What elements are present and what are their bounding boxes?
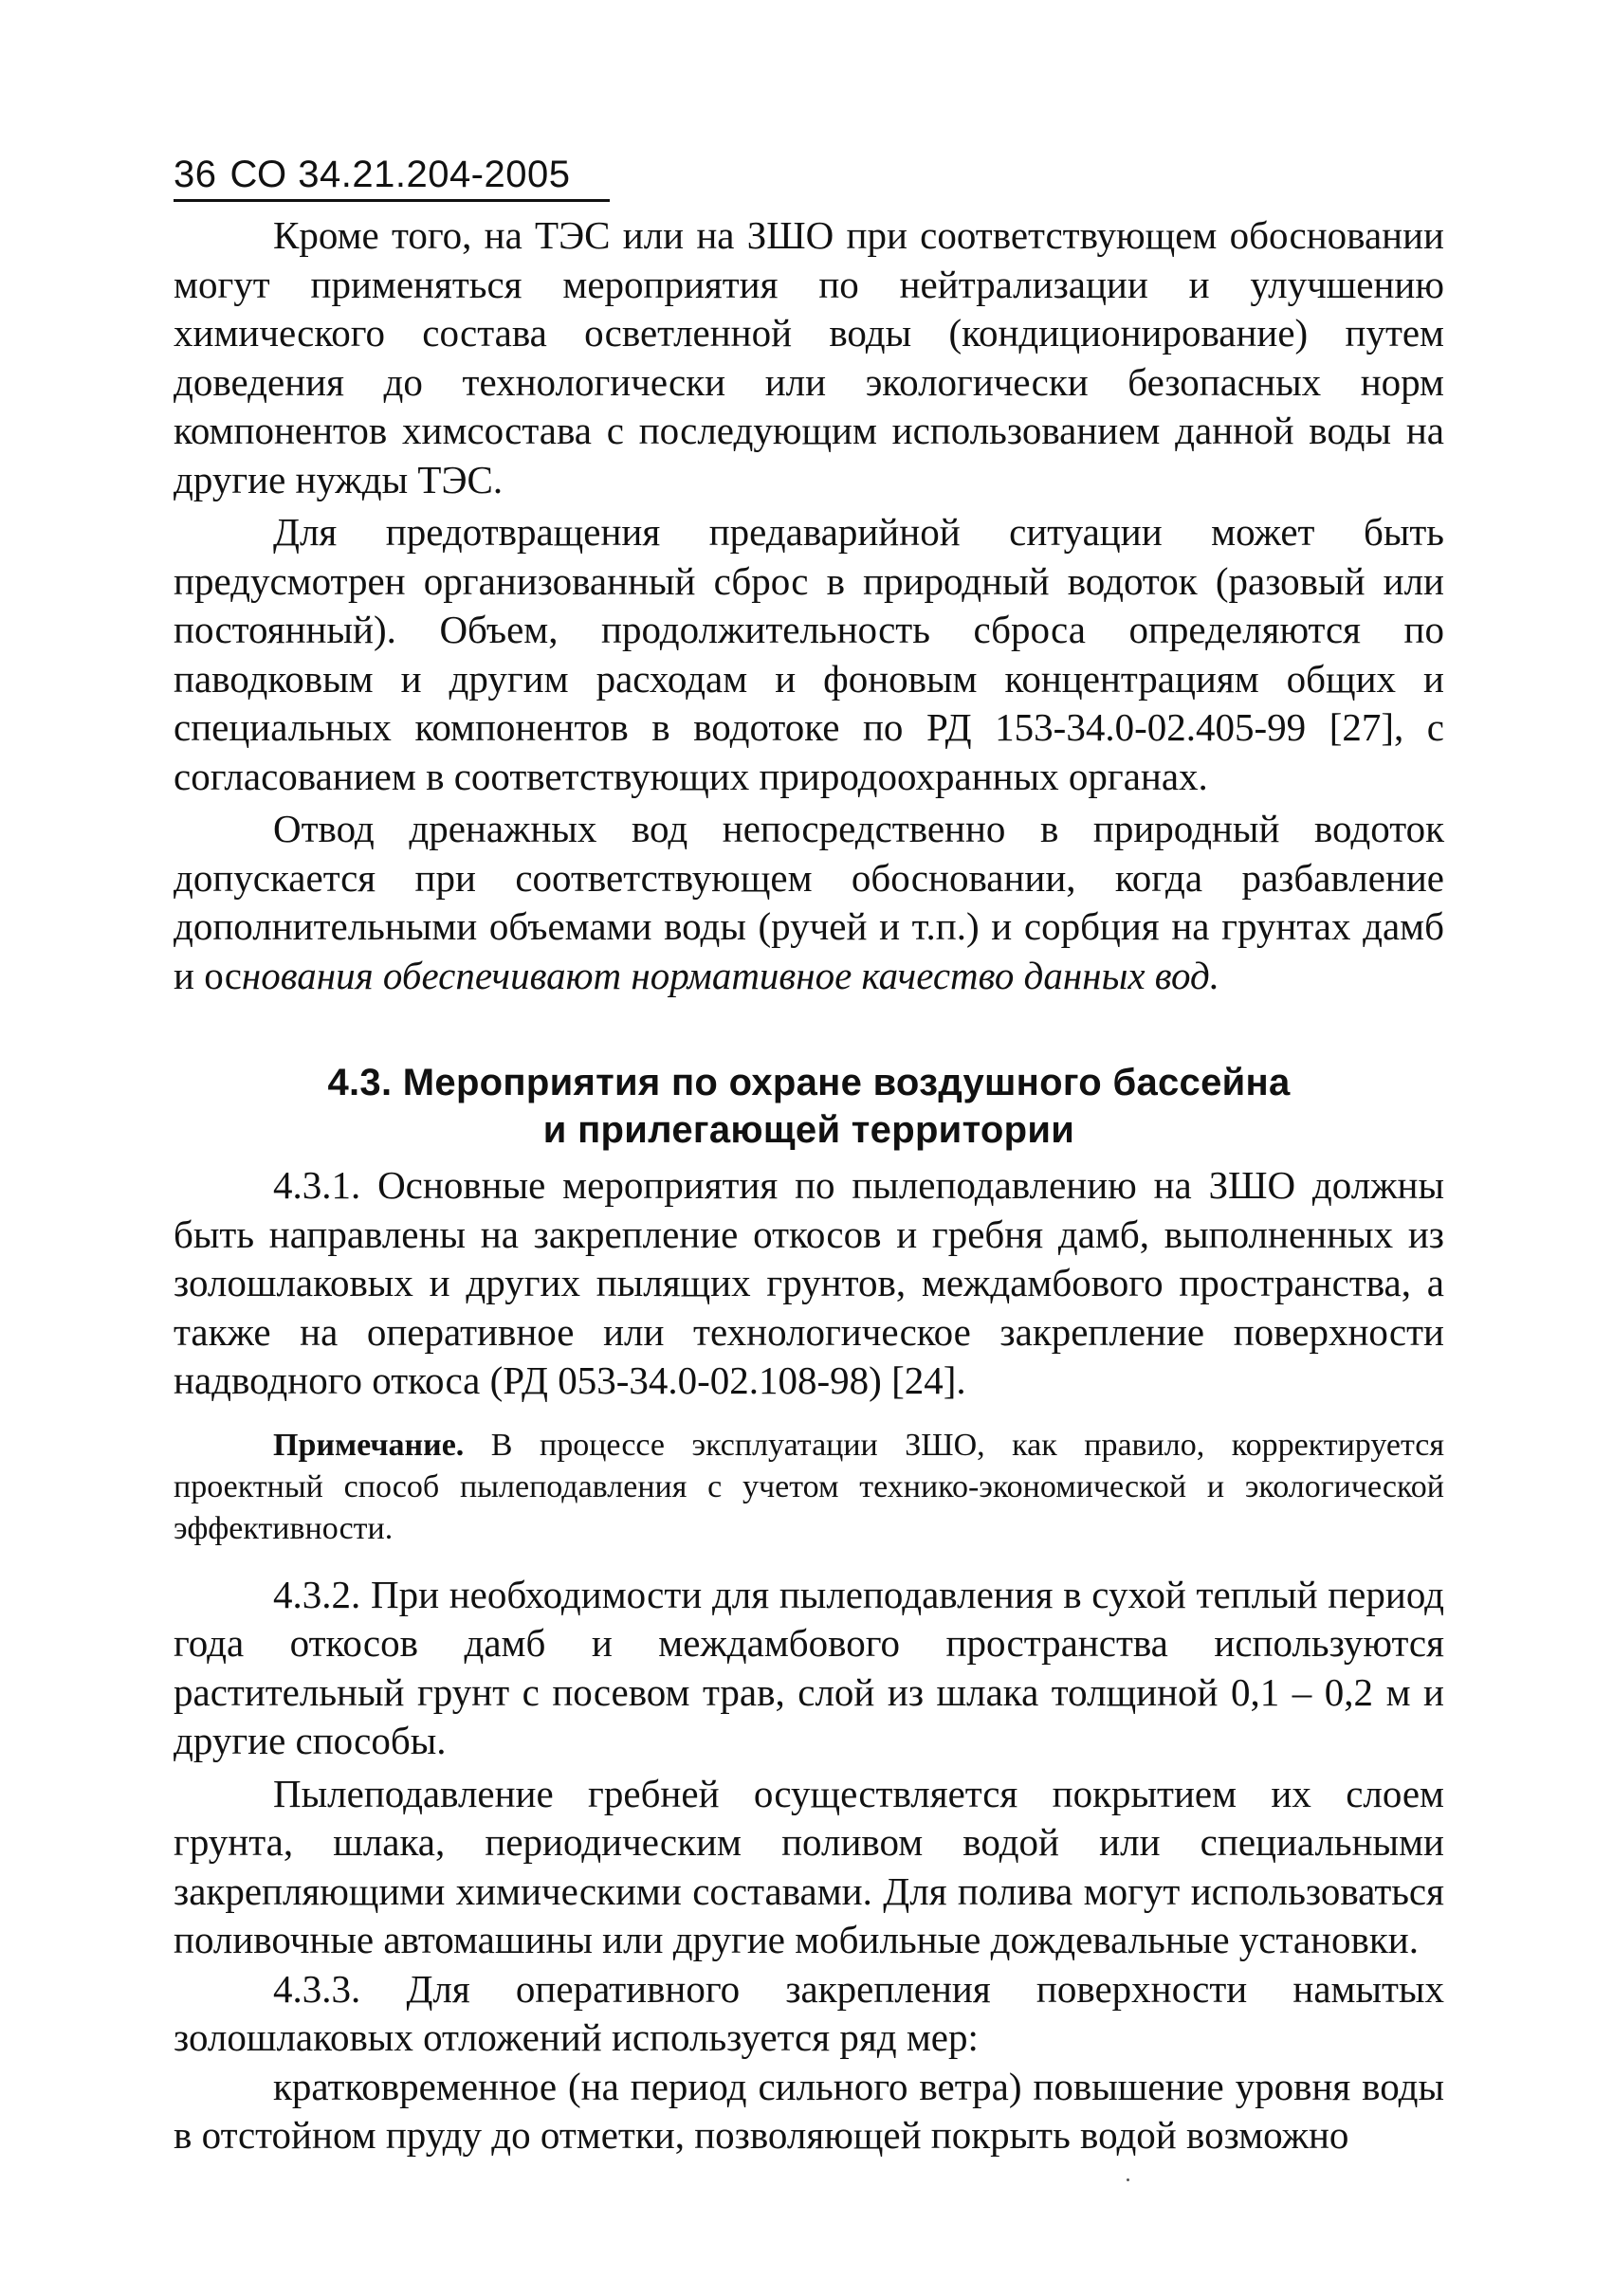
paragraph-drainage [174, 805, 1444, 1000]
paragraph-4-3-1: 4.3.1. Основные мероприятия по пылеподавлению на ЗШО должны быть направлены на закрепление откосов и гребня дамб, выполненных из золошлаковых и других пылящих грунтов, междамбового пространства, а также на оперативное или технологическое закрепление поверхности надводного откоса (РД 053-34.0-02.108-98) [24]. [174, 1163, 1444, 1402]
section-heading-line2: и прилегающей территории [542, 1109, 1075, 1151]
page-number: 36 [174, 154, 217, 195]
paragraph-drainage-text: Отвод дренажных вод непосредственно в природный водоток допускается при соответствующем обосновании, когда разбавление дополнительными объемами воды (ручей и т.п.) и сорбция на грунтах дамб и ос [174, 807, 1444, 997]
note-text: В процессе эксплуатации ЗШО, как правило, корректируется проектный способ пылеподавления с учетом технико-экономической и экологической эффективности. [174, 1427, 1444, 1546]
paragraph-crest-dust: Пылеподавление гребней осуществляется покрытием их слоем грунта, шлака, периодическим поливом водой или специальными закрепляющими химическими составами. Для полива могут использоваться поливочные автомашины или другие мобильные дождевальные установки. [174, 1771, 1444, 1961]
note-paragraph [174, 1425, 1444, 1550]
page-header [174, 152, 610, 202]
paragraph-water-level: кратковременное (на период сильного ветра) повышение уровня воды в отстойном пруду до отметки, позволяющей покрыть водой возможно [174, 2064, 1444, 2157]
paragraph-emergency-discharge: Для предотвращения предаварийной ситуации может быть предусмотрен организованный сброс в природный водоток (разовый или постоянный). Объем, продолжительность сброса определяются по паводковым и другим расходам и фоновым концентрациям общих и специальных компонентов в водотоке по РД 153-34.0-02.405-99 [27], с согласованием в соответствующих природоохранных органах. [174, 510, 1444, 798]
paragraph-4-3-2: 4.3.2. При необходимости для пылеподавления в сухой теплый период года откосов дамб и междамбового пространства используются растительный грунт с посевом трав, слой из шлака толщиной 0,1 – 0,2 м и другие способы. [174, 1572, 1444, 1762]
paragraph-4-3-3: 4.3.3. Для оперативного закрепления поверхности намытых золошлаковых отложений используется ряд мер: [174, 1966, 1444, 2059]
paragraph-conditioning: Кроме того, на ТЭС или на ЗШО при соответствующем обосновании могут применяться мероприятия по нейтрализации и улучшению химического состава осветленной воды (кондиционирование) путем доведения до технологически или экологически безопасных норм компонентов химсостава с последующим использованием данной воды на другие нужды ТЭС. [174, 213, 1444, 501]
paragraph-drainage-italic: нования обеспечивают нормативное качество данных вод. [241, 953, 1220, 997]
scan-speck [1127, 2178, 1129, 2181]
document-page [174, 152, 1444, 2160]
document-code: СО 34.21.204-2005 [229, 154, 571, 195]
note-label: Примечание. [273, 1427, 465, 1463]
section-heading [174, 1059, 1444, 1154]
section-heading-line1: 4.3. Мероприятия по охране воздушного бассейна [327, 1062, 1291, 1103]
